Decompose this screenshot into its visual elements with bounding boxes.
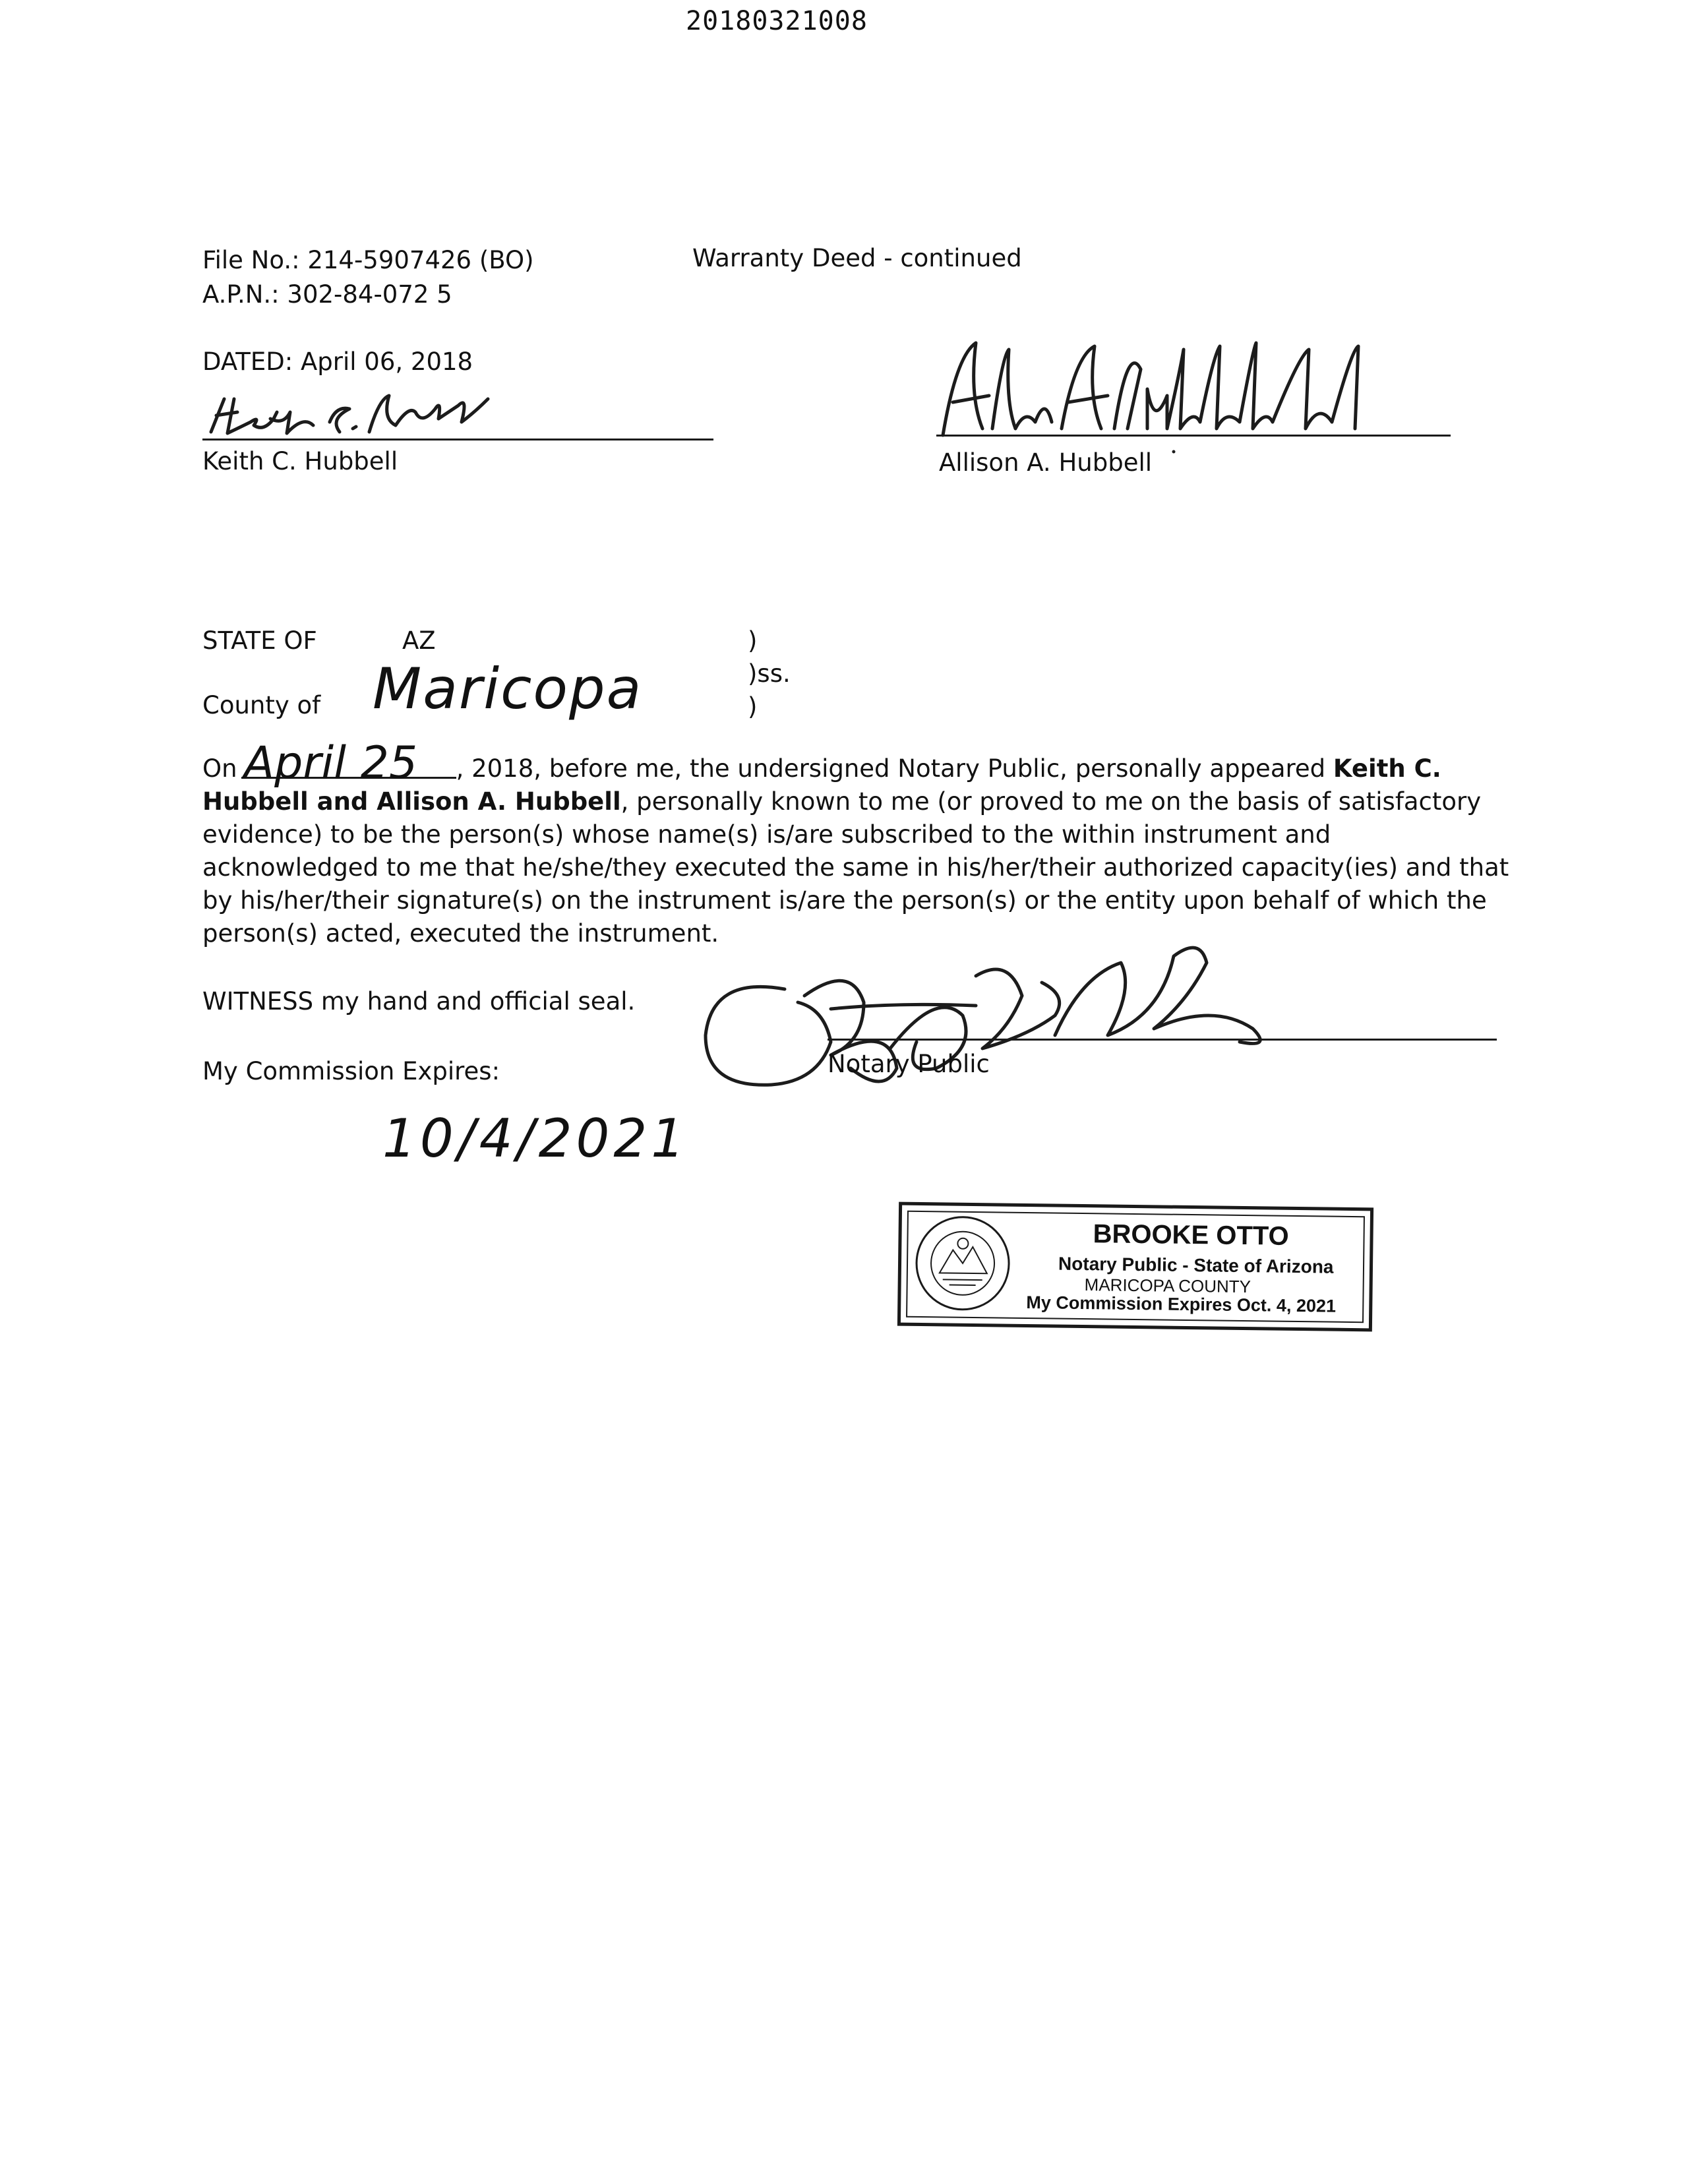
signature-line-1 [202,439,713,440]
recording-number: 20180321008 [686,6,868,36]
venue-paren-3: ) [748,692,758,721]
commission-handwritten-date: 10/4/2021 [382,1108,689,1169]
dated-line: DATED: April 06, 2018 [202,348,473,376]
signature-keith [198,386,501,445]
arizona-seal-icon [913,1213,1013,1314]
stamp-expiration: My Commission Expires Oct. 4, 2021 [1026,1292,1337,1316]
ack-text-1: , 2018, before me, the undersigned Notary Public, personally appeared [456,754,1333,783]
acknowledgment-paragraph [202,737,1511,950]
notary-signature-line [828,1039,1497,1041]
state-value: AZ [402,626,436,655]
state-label: STATE OF [202,626,317,655]
ack-names: Keith C. Hubbell and Allison A. Hubbell [202,754,1441,816]
commission-label: My Commission Expires: [202,1057,500,1085]
deed-title: Warranty Deed - continued [692,244,1022,272]
file-number: File No.: 214-5907426 (BO) [202,246,534,274]
stamp-notary-name: BROOKE OTTO [1093,1219,1289,1251]
signature-allison [930,330,1391,448]
ack-text-2: , personally known to me (or proved to me on the basis of satisfactory evidence) to be the person(s) whose name(s) is/are subscribed to the within instrument and acknowledged to me that he/she/they executed the same in his/her/their authorized capacity(ies) and that by his/her/their signature(s) on the instrument is/are the person(s) or the entity upon behalf of which the person(s) acted, executed the instrument. [202,787,1509,948]
witness-line: WITNESS my hand and official seal. [202,987,636,1016]
acknowledgment-date-handwritten: April 25 [241,750,456,779]
venue-paren-1: ) [748,626,758,655]
signer-1-name: Keith C. Hubbell [202,447,398,475]
notary-stamp [897,1202,1373,1332]
on-label: On [202,754,237,783]
notary-public-label: Notary Public [828,1050,990,1078]
county-handwritten: Maricopa [373,656,643,722]
signer-2-name: Allison A. Hubbell [939,448,1153,477]
apn-number: A.P.N.: 302-84-072 5 [202,280,452,309]
signature-line-2 [936,435,1451,437]
venue-ss: )ss. [748,659,791,688]
county-label: County of [202,691,321,719]
stamp-county: MARICOPA COUNTY [1084,1275,1251,1297]
stamp-notary-title: Notary Public - State of Arizona [1058,1253,1334,1277]
